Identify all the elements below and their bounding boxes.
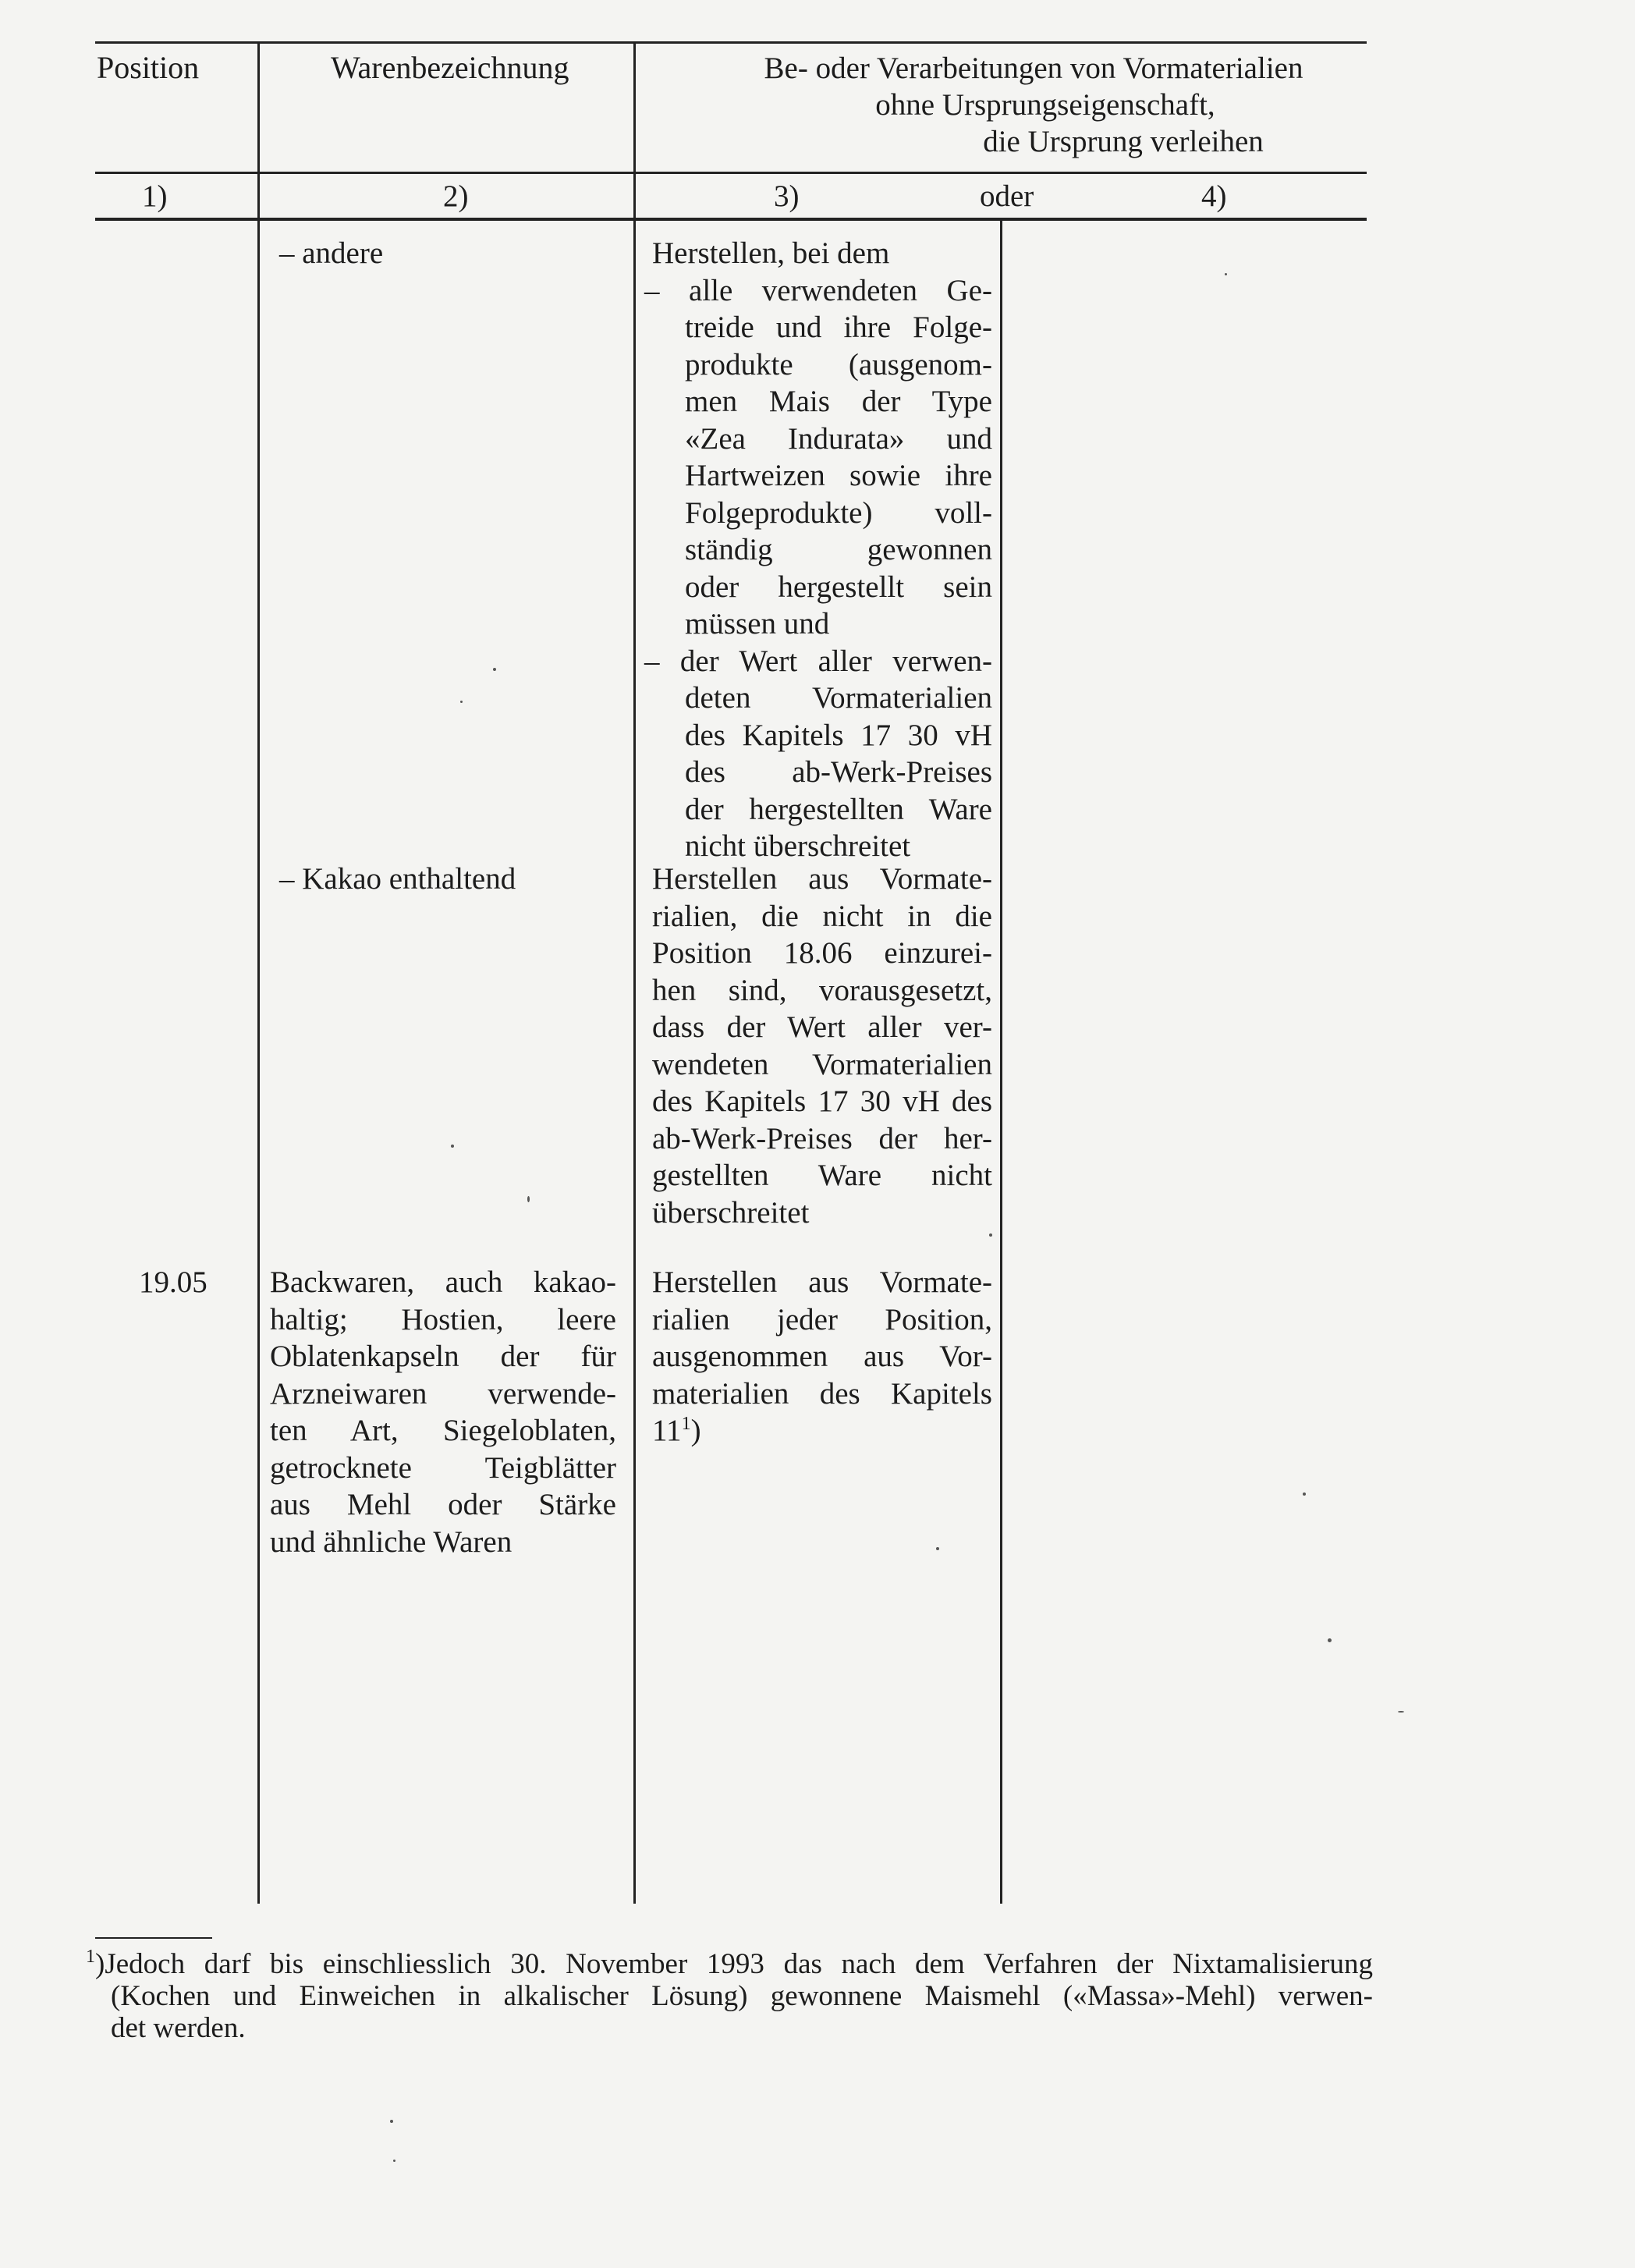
footnote bbox=[86, 1947, 1373, 2044]
column-divider-3 bbox=[1000, 221, 1002, 1904]
rule-line: müssen und bbox=[685, 607, 830, 641]
footnote-reference-close: ) bbox=[690, 1414, 701, 1447]
header-processing-line: ohne Ursprungseigenschaft, bbox=[875, 88, 1215, 122]
footnote-line: (Kochen und Einweichen in alkalischer Lösung) gewonnene Maismehl («Massa»-Mehl) verwen- bbox=[111, 1980, 1373, 2012]
scan-speck bbox=[1225, 273, 1227, 275]
scan-speck bbox=[493, 668, 496, 671]
rule-line: oder hergestellt sein bbox=[685, 570, 992, 604]
rule-line: Hartweizen sowie ihre bbox=[685, 459, 992, 492]
rule-line: Herstellen, bei dem bbox=[652, 236, 890, 270]
rule-line: gestellten Ware nicht bbox=[652, 1159, 992, 1192]
scan-speck bbox=[390, 2120, 393, 2123]
scan-speck bbox=[527, 1196, 530, 1202]
column-number-3: 3) bbox=[774, 179, 800, 213]
description-line: getrocknete Teigblätter bbox=[270, 1450, 616, 1485]
column-number-2: 2) bbox=[443, 179, 469, 213]
rule-line: ab-Werk-Preises der her- bbox=[652, 1121, 992, 1155]
rule-line: Folgeprodukte) voll- bbox=[685, 495, 992, 530]
rule-line: des ab-Werk-Preises bbox=[685, 755, 992, 789]
rule-line: rialien, die nicht in die bbox=[652, 899, 992, 933]
rule-line: Herstellen aus Vormate- bbox=[652, 862, 992, 896]
row-kakao-rule bbox=[652, 861, 992, 1231]
rule-line: der hergestellten Ware bbox=[685, 792, 992, 826]
row-1905-position: 19.05 bbox=[139, 1265, 207, 1299]
rule-line: materialien des Kapitels bbox=[652, 1376, 992, 1411]
description-line: Backwaren, auch kakao- bbox=[270, 1265, 616, 1299]
footnote-text: Jedoch darf bis einschliesslich 30. November 1993 das nach dem Verfahren der Nixtamalisierung bbox=[105, 1948, 1373, 1980]
scan-speck bbox=[1398, 1711, 1404, 1713]
column-number-4: 4) bbox=[1201, 179, 1227, 213]
header-processing-line: die Ursprung verleihen bbox=[983, 125, 1264, 158]
rule-line: des Kapitels 17 30 vH des bbox=[652, 1084, 992, 1118]
rule-line: produkte (ausgenom- bbox=[685, 347, 992, 382]
column-divider-2 bbox=[633, 41, 636, 1904]
rule-line: «Zea Indurata» und bbox=[685, 421, 992, 456]
header-position: Position bbox=[97, 50, 200, 85]
row-andere-rule bbox=[644, 235, 992, 865]
header-processing-line: Be- oder Verarbeitungen von Vormaterialien bbox=[764, 51, 1303, 85]
rule-line: treide und ihre Folge- bbox=[685, 311, 992, 344]
description-line: Oblatenkapseln der für bbox=[270, 1340, 616, 1373]
header-bottom-rule bbox=[95, 172, 1367, 174]
description-line: ten Art, Siegeloblaten, bbox=[270, 1414, 616, 1447]
rule-line: rialien jeder Position, bbox=[652, 1302, 992, 1336]
rule-line: ständig gewonnen bbox=[685, 533, 992, 566]
header-description: Warenbezeichnung bbox=[331, 50, 569, 85]
rule-line: des Kapitels 17 30 vH bbox=[685, 718, 992, 752]
rule-line: – der Wert aller verwen- bbox=[644, 644, 992, 678]
footnote-separator bbox=[95, 1937, 212, 1939]
rule-line: ausgenommen aus Vor- bbox=[652, 1340, 992, 1373]
table-top-rule bbox=[95, 41, 1367, 44]
footnote-marker-close: ) bbox=[95, 1948, 105, 1980]
footnote-line: det werden. bbox=[111, 2012, 246, 2044]
scan-speck bbox=[393, 2160, 395, 2162]
row-1905-description bbox=[270, 1264, 616, 1560]
scan-speck bbox=[936, 1547, 939, 1550]
column-divider-1 bbox=[257, 41, 260, 1904]
scan-speck bbox=[451, 1145, 454, 1148]
scan-speck bbox=[989, 1233, 992, 1237]
footnote-reference: 1 bbox=[681, 1414, 691, 1434]
rule-text: 11 bbox=[652, 1414, 682, 1447]
rule-line: überschreitet bbox=[652, 1195, 810, 1230]
scan-speck bbox=[460, 701, 463, 703]
scan-speck bbox=[1303, 1492, 1306, 1496]
rule-line: Position 18.06 einzurei- bbox=[652, 936, 992, 970]
description-line: aus Mehl oder Stärke bbox=[270, 1488, 616, 1521]
column-or-label: oder bbox=[980, 179, 1034, 213]
rule-line: dass der Wert aller ver- bbox=[652, 1010, 992, 1044]
header-processing bbox=[702, 50, 1365, 160]
row-andere-description: – andere bbox=[279, 236, 384, 270]
scan-speck bbox=[1328, 1638, 1332, 1642]
rule-line: – alle verwendeten Ge- bbox=[644, 273, 992, 307]
footnote-marker: 1 bbox=[86, 1947, 95, 1967]
rule-line: nicht überschreitet bbox=[685, 829, 911, 863]
rule-line: men Mais der Type bbox=[685, 385, 992, 418]
column-number-1: 1) bbox=[142, 179, 168, 213]
rule-line bbox=[652, 1412, 992, 1450]
description-line: Arzneiwaren verwende- bbox=[270, 1376, 616, 1411]
footnote-line bbox=[86, 1948, 1373, 1980]
rule-line: hen sind, vorausgesetzt, bbox=[652, 973, 992, 1007]
rule-line: wendeten Vormaterialien bbox=[652, 1047, 992, 1081]
rule-line: Herstellen aus Vormate- bbox=[652, 1265, 992, 1299]
row-kakao-description: – Kakao enthaltend bbox=[279, 862, 516, 896]
numbers-bottom-rule bbox=[95, 218, 1367, 221]
description-line: und ähnliche Waren bbox=[270, 1524, 512, 1559]
row-1905-rule bbox=[652, 1264, 992, 1450]
description-line: haltig; Hostien, leere bbox=[270, 1302, 616, 1336]
rule-line: deten Vormaterialien bbox=[685, 681, 992, 715]
